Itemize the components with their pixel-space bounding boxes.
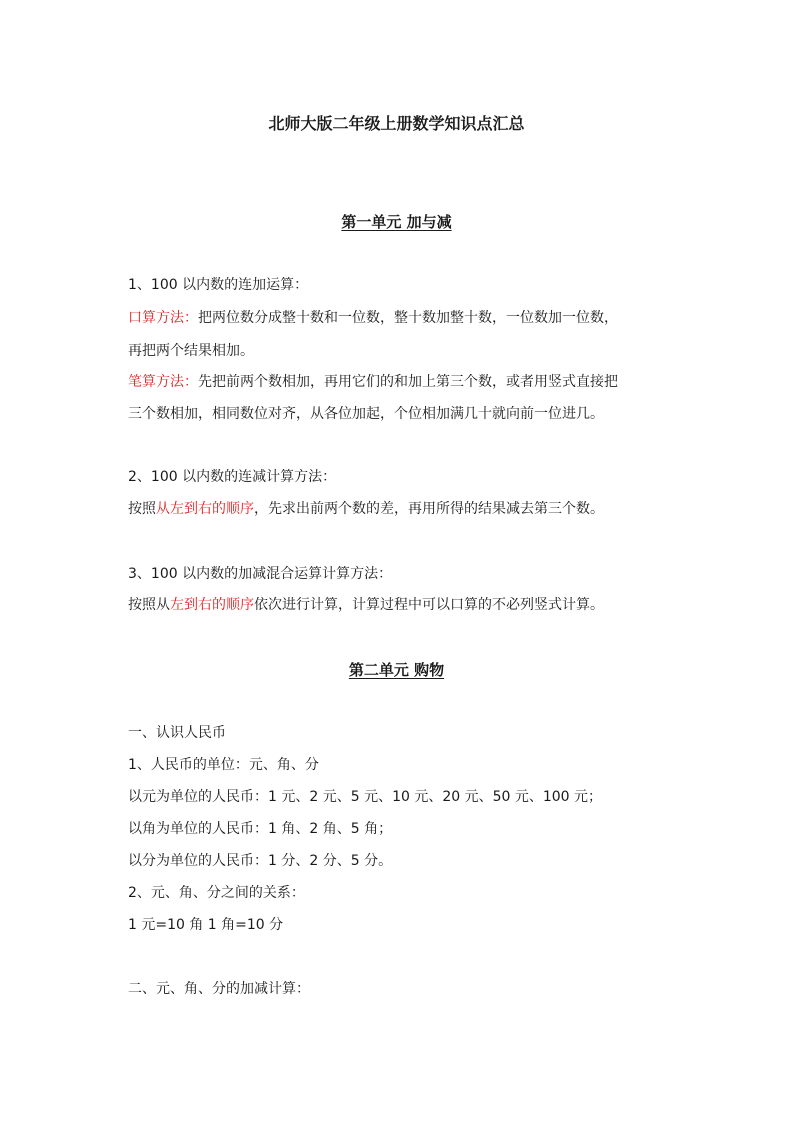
unit1-written-method-cont: 三个数相加，相同数位对齐，从各位加起，个位相加满几十就向前一位进几。 — [128, 406, 604, 422]
unit2-yuan-notes: 以元为单位的人民币：1 元、2 元、5 元、10 元、20 元、50 元、100 元； — [128, 789, 603, 805]
unit1-written-method — [128, 371, 678, 393]
unit1-oral-method-cont: 再把两个结果相加。 — [128, 343, 254, 359]
unit1-section3-body: 按照从左到右的顺序依次进行计算，计算过程中可以口算的不必列竖式计算。 — [128, 597, 604, 613]
unit2-units-line: 1、人民币的单位：元、角、分 — [128, 757, 319, 773]
unit2-jiao-notes: 以角为单位的人民币：1 角、2 角、5 角； — [128, 821, 393, 837]
unit2-relation-title: 2、元、角、分之间的关系： — [128, 885, 305, 901]
oral-method-text: 把两位数分成整十数和一位数，整十数加整十数，一位数加一位数， — [198, 310, 618, 326]
unit1-oral-method — [128, 307, 678, 329]
written-method-label: 笔算方法： — [128, 374, 198, 390]
unit1-heading: 第一单元 加与减 — [341, 213, 452, 231]
highlight-left-to-right-2: 左到右的顺序 — [170, 597, 254, 613]
unit1-section2-body: 按照从左到右的顺序，先求出前两个数的差，再用所得的结果减去第三个数。 — [128, 501, 604, 517]
page-title: 北师大版二年级上册数学知识点汇总 — [268, 114, 525, 133]
written-method-text: 先把前两个数相加，再用它们的和加上第三个数，或者用竖式直接把 — [198, 374, 618, 390]
unit2-part1-title: 一、认识人民币 — [128, 725, 226, 741]
unit1-section1-title: 1、100 以内数的连加运算： — [128, 277, 309, 293]
oral-method-label: 口算方法： — [128, 310, 198, 326]
unit2-part2-title: 二、元、角、分的加减计算： — [128, 981, 310, 997]
unit1-section3-title: 3、100 以内数的加减混合运算计算方法： — [128, 566, 393, 582]
unit1-section2-title: 2、100 以内数的连减计算方法： — [128, 469, 337, 485]
unit2-fen-notes: 以分为单位的人民币：1 分、2 分、5 分。 — [128, 853, 393, 869]
unit2-heading: 第二单元 购物 — [348, 661, 445, 679]
unit2-relation-values: 1 元=10 角 1 角=10 分 — [128, 917, 284, 933]
highlight-left-to-right: 从左到右的顺序 — [156, 501, 254, 517]
